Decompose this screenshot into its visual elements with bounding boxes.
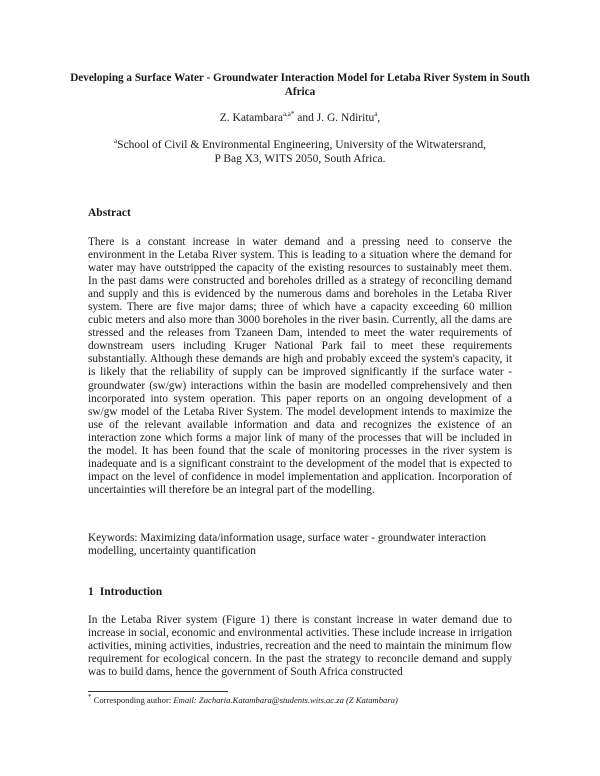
author-2-affiliation-mark: a — [374, 110, 378, 119]
introduction-heading — [88, 586, 162, 598]
affiliation-line-2: P Bag X3, WITS 2050, South Africa. — [214, 153, 386, 165]
author-2-name: J. G. Ndiritu — [316, 112, 375, 124]
introduction-body: In the Letaba River system (Figure 1) there is constant increase in water demand due to increase in social, economic and environmental activities. These include increase in irrigation activities, mining activities, industries, recreation and the need to maintain the minimum flow requirement for ecological concern. In the past the strategy to reconcile demand and supply was to build dams, hence the government of South Africa constructed — [88, 614, 512, 679]
corresponding-author-email[interactable]: Email: Zacharia.Katambara@students.wits.ac.za (Z Katambara) — [173, 695, 398, 705]
affiliation — [0, 138, 600, 166]
author-1-name: Z. Katambara — [219, 112, 283, 124]
footnote-rule — [88, 691, 228, 692]
paper-title: Developing a Surface Water - Groundwater Interaction Model for Letaba River System in South Africa — [70, 72, 530, 98]
abstract-body: There is a constant increase in water demand and a pressing need to conserve the environment in the Letaba River system. This is leading to a situation where the demand for water may have outstripped the capacity of the existing resources to sustainably meet them. In the past dams were constructed and boreholes drilled as a strategy of reconciling demand and supply and this is evidenced by the numerous dams and boreholes in the Letaba River system. There are five major dams; three of which have a capacity exceeding 60 million cubic meters and also more than 3000 boreholes in the river basin. Currently, all the dams are stressed and the releases from Tzaneen Dam, intended to meet the water requirements of downstream users including Kruger National Park fail to meet these requirements substantially. Although these demands are high and probably exceed the system's capacity, it is likely that the reliability of supply can be improved significantly if the surface water - groundwater (sw/gw) interactions within the basin are modelled comprehensively and then incorporated into system operation. This paper reports on an ongoing development of a sw/gw model of the Letaba River System. The model development intends to maximize the use of the relevant available information and data and recognizes the existence of an interaction zone which forms a major link of many of the processes that will be included in the model. It has been found that the scale of monitoring processes in the river system is inadequate and is a significant constraint to the development of the model that is expected to impact on the level of confidence in model implementation and application. Incorporation of uncertainties will therefore be an integral part of the modelling. — [88, 236, 512, 496]
author-1-affiliation-mark: a,a* — [282, 110, 295, 119]
affiliation-text-1: School of Civil & Environmental Engineering, University of the Witwatersrand, — [117, 139, 486, 151]
footnote-label: Corresponding author: — [93, 695, 174, 705]
affiliation-mark: a — [114, 137, 118, 146]
keywords: Keywords: Maximizing data/information usage, surface water - groundwater interaction modelling, uncertainty quantification — [88, 532, 487, 558]
author-line-end: , — [377, 112, 381, 124]
section-title: Introduction — [99, 586, 163, 598]
author-line — [0, 111, 600, 125]
author-separator: and — [294, 112, 317, 124]
abstract-heading: Abstract — [88, 207, 131, 219]
footnote-marker: * — [88, 693, 92, 702]
affiliation-line-1 — [0, 138, 600, 152]
footnote — [88, 695, 398, 706]
section-number: 1 — [88, 586, 94, 598]
